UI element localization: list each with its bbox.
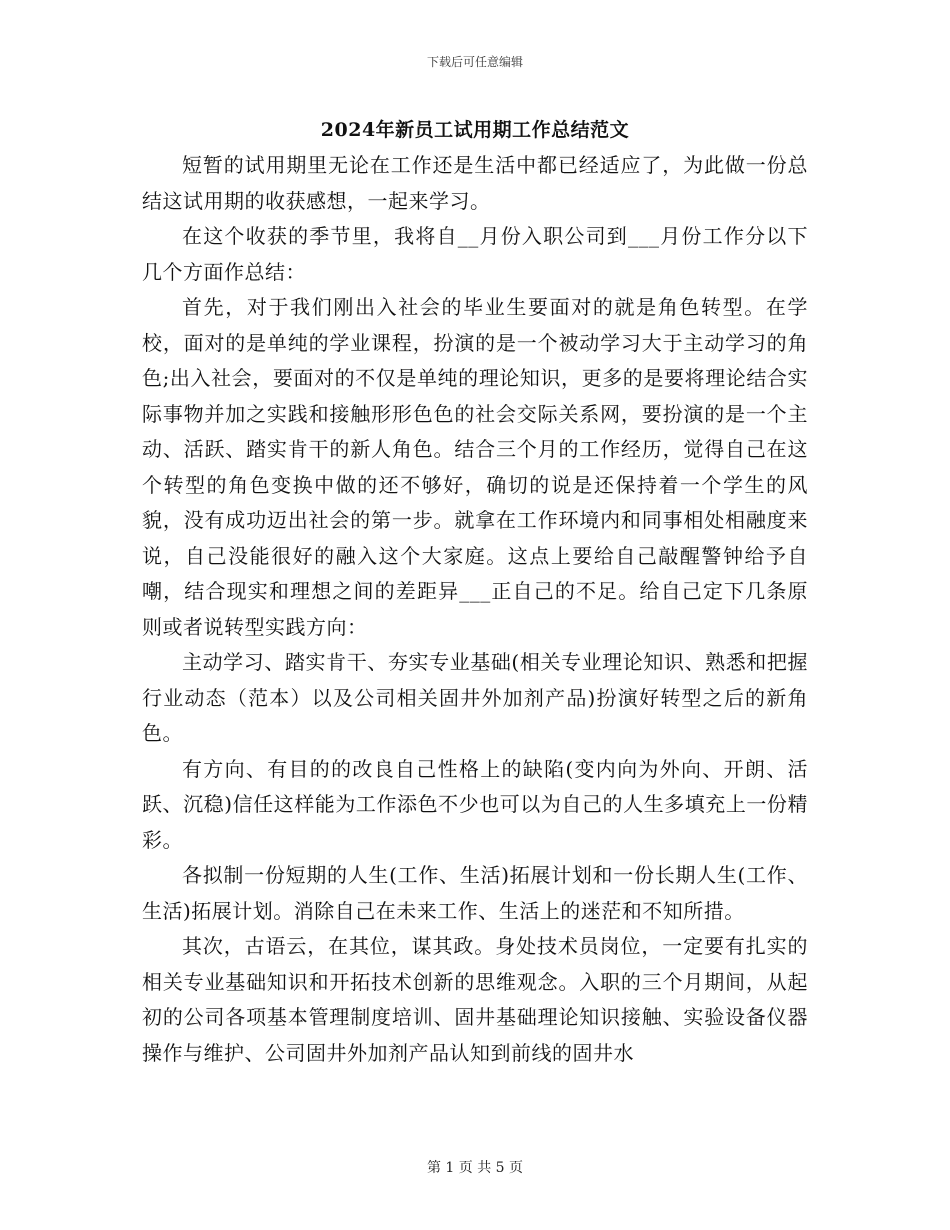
page-number-footer: 第 1 页 共 5 页 bbox=[426, 1160, 524, 1176]
paragraph-3: 首先，对于我们刚出入社会的毕业生要面对的就是角色转型。在学校，面对的是单纯的学业课程，扮演的是一个被动学习大于主动学习的角色;出入社会，要面对的不仅是单纯的理论知识，更多的是要将理论结合实际事物并加之实践和接触形形色色的社会交际关系网，要扮演的是一个主动、活跃、踏实肯干的新人角色。结合三个月的工作经历，觉得自己在这个转型的角色变换中做的还不够好，确切的说是还保持着一个学生的风貌，没有成功迈出社会的第一步。就拿在工作环境内和同事相处相融度来说，自己没能很好的融入这个大家庭。这点上要给自己敲醒警钟给予自嘲，结合现实和理想之间的差距异___正自己的不足。给自己定下几条原则或者说转型实践方向： bbox=[142, 295, 808, 639]
page-header-note: 下载后可任意编辑 bbox=[426, 55, 523, 69]
paragraph-7: 其次，古语云，在其位，谋其政。身处技术员岗位，一定要有扎实的相关专业基础知识和开拓技术创新的思维观念。入职的三个月期间，从起初的公司各项基本管理制度培训、固井基础理论知识接触、实验设备仪器操作与维护、公司固井外加剂产品认知到前线的固井水 bbox=[142, 934, 808, 1065]
paragraph-6: 各拟制一份短期的人生(工作、生活)拓展计划和一份长期人生(工作、生活)拓展计划。消除自己在未来工作、生活上的迷茫和不知所措。 bbox=[142, 863, 808, 923]
document-title: 2024年新员工试用期工作总结范文 bbox=[320, 119, 630, 141]
paragraph-2: 在这个收获的季节里，我将自__月份入职公司到___月份工作分以下几个方面作总结： bbox=[142, 224, 808, 284]
paragraph-5: 有方向、有目的的改良自己性格上的缺陷(变内向为外向、开朗、活跃、沉稳)信任这样能为工作添色不少也可以为自己的人生多填充上一份精彩。 bbox=[142, 756, 808, 852]
document-body bbox=[142, 148, 808, 1071]
paragraph-1: 短暂的试用期里无论在工作还是生活中都已经适应了，为此做一份总结这试用期的收获感想，一起来学习。 bbox=[142, 153, 808, 213]
paragraph-4: 主动学习、踏实肯干、夯实专业基础(相关专业理论知识、熟悉和把握行业动态（范本）以及公司相关固井外加剂产品)扮演好转型之后的新角色。 bbox=[142, 650, 808, 745]
